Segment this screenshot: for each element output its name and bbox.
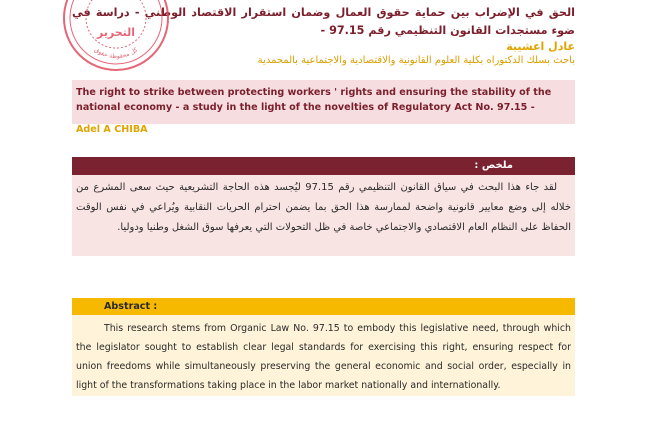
arabic-abstract-heading-label: ملخص : — [474, 160, 513, 171]
english-abstract-heading-label: Abstract : — [104, 301, 158, 312]
english-author: Adel A CHIBA — [76, 124, 148, 135]
english-abstract-text: This research stems from Organic Law No. 97.15 to embody this legislative need, through which the legislator sought to establish clear legal standards for exercising this right, ensuring respect for union freedoms while simultaneously preserving the general economic and social order, especially in light of the transformations taking place in the labor market nationally and internationally. — [76, 323, 571, 391]
stamp-main-text: التحرير — [96, 26, 136, 39]
arabic-author: عادل اعشيبة — [506, 40, 575, 53]
stamp-bottom-text: كل محقوظة حقوق — [92, 46, 140, 61]
english-abstract-heading — [72, 298, 575, 315]
english-title: The right to strike between protecting workers ' rights and ensuring the stability of the national economy - a study in the light of the novelties of Regulatory Act No. 97.15 - — [76, 87, 552, 113]
arabic-title: الحق في الإضراب بين حماية حقوق العمال وضمان استقرار الاقتصاد الوطني - دراسة في ضوء مستجدات القانون التنظيمي رقم 97.15 - — [72, 6, 575, 37]
arabic-abstract-heading — [72, 157, 575, 175]
arabic-abstract-text: لقد جاء هذا البحث في سياق القانون التنظيمي رقم 97.15 ليُجسد هذه الحاجة التشريعية حيث سعى المشرع من خلاله إلى وضع معايير قانونية واضحة لممارسة هذا الحق بما يضمن احترام الحريات النقابية ويُراعي في نفس الوقت الحفاظ على النظام العام الاقتصادي والاجتماعي خاصة في ظل التحولات التي يعرفها سوق الشغل وطنيا ودوليا. — [76, 182, 571, 233]
arabic-affiliation: باحث بسلك الدكتوراه بكلية العلوم القانونية والاقتصادية والاجتماعية بالمحمدية — [257, 55, 575, 66]
